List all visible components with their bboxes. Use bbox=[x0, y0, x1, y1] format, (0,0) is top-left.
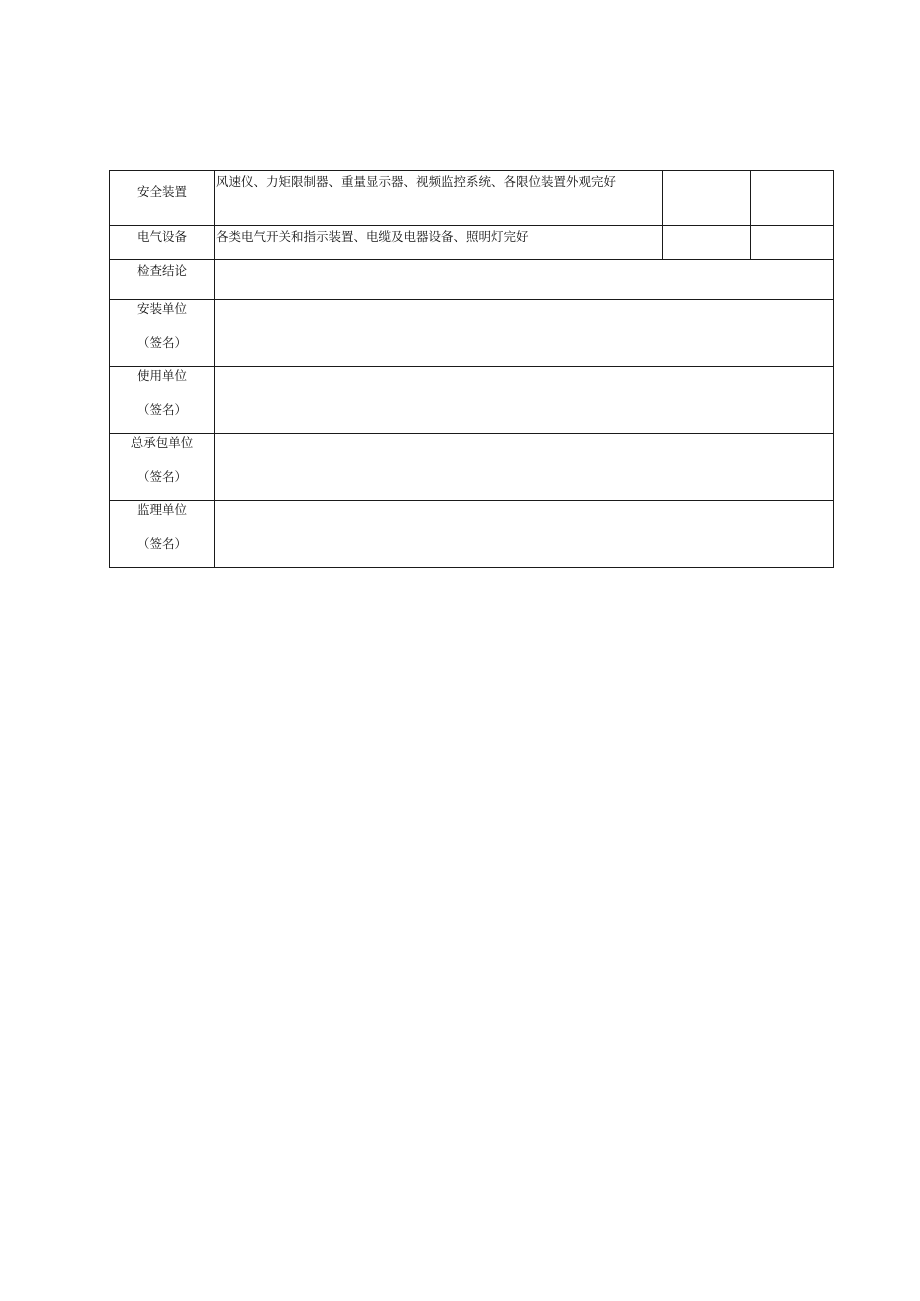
row-description-cell bbox=[215, 171, 663, 226]
sign-note: （签名） bbox=[136, 469, 187, 484]
conclusion-field[interactable] bbox=[215, 260, 834, 300]
table-row-sign-install bbox=[110, 300, 834, 367]
row-description-cell bbox=[215, 226, 663, 260]
result-cell[interactable] bbox=[663, 226, 751, 260]
sign-note: （签名） bbox=[136, 402, 187, 417]
signature-field[interactable] bbox=[215, 501, 834, 568]
result-cell[interactable] bbox=[663, 171, 751, 226]
conclusion-label-cell bbox=[110, 260, 215, 300]
table-row-sign-user bbox=[110, 367, 834, 434]
table-row-electrical-equipment bbox=[110, 226, 834, 260]
sign-note: （签名） bbox=[136, 335, 187, 350]
sign-label-cell bbox=[110, 434, 215, 501]
row-description: 风速仪、力矩限制器、重量显示器、视频监控系统、各限位装置外观完好 bbox=[216, 174, 617, 189]
table-row-sign-supervisor bbox=[110, 501, 834, 568]
table-row-sign-contractor bbox=[110, 434, 834, 501]
remark-cell[interactable] bbox=[751, 226, 834, 260]
row-label: 安全装置 bbox=[136, 184, 187, 199]
sign-unit-label: 使用单位 bbox=[136, 368, 187, 383]
sign-unit-label: 监理单位 bbox=[136, 502, 187, 517]
table-row-conclusion bbox=[110, 260, 834, 300]
row-label-cell bbox=[110, 171, 215, 226]
inspection-table bbox=[109, 170, 834, 568]
sign-label-cell bbox=[110, 367, 215, 434]
signature-field[interactable] bbox=[215, 367, 834, 434]
signature-field[interactable] bbox=[215, 300, 834, 367]
sign-label-cell bbox=[110, 300, 215, 367]
remark-cell[interactable] bbox=[751, 171, 834, 226]
row-description: 各类电气开关和指示装置、电缆及电器设备、照明灯完好 bbox=[216, 229, 529, 244]
sign-note: （签名） bbox=[136, 536, 187, 551]
row-label: 电气设备 bbox=[136, 229, 187, 244]
signature-field[interactable] bbox=[215, 434, 834, 501]
sign-label-cell bbox=[110, 501, 215, 568]
sign-unit-label: 安装单位 bbox=[136, 301, 187, 316]
row-label-cell bbox=[110, 226, 215, 260]
conclusion-label: 检查结论 bbox=[136, 263, 187, 278]
table-row-safety-devices bbox=[110, 171, 834, 226]
sign-unit-label: 总承包单位 bbox=[130, 435, 194, 450]
